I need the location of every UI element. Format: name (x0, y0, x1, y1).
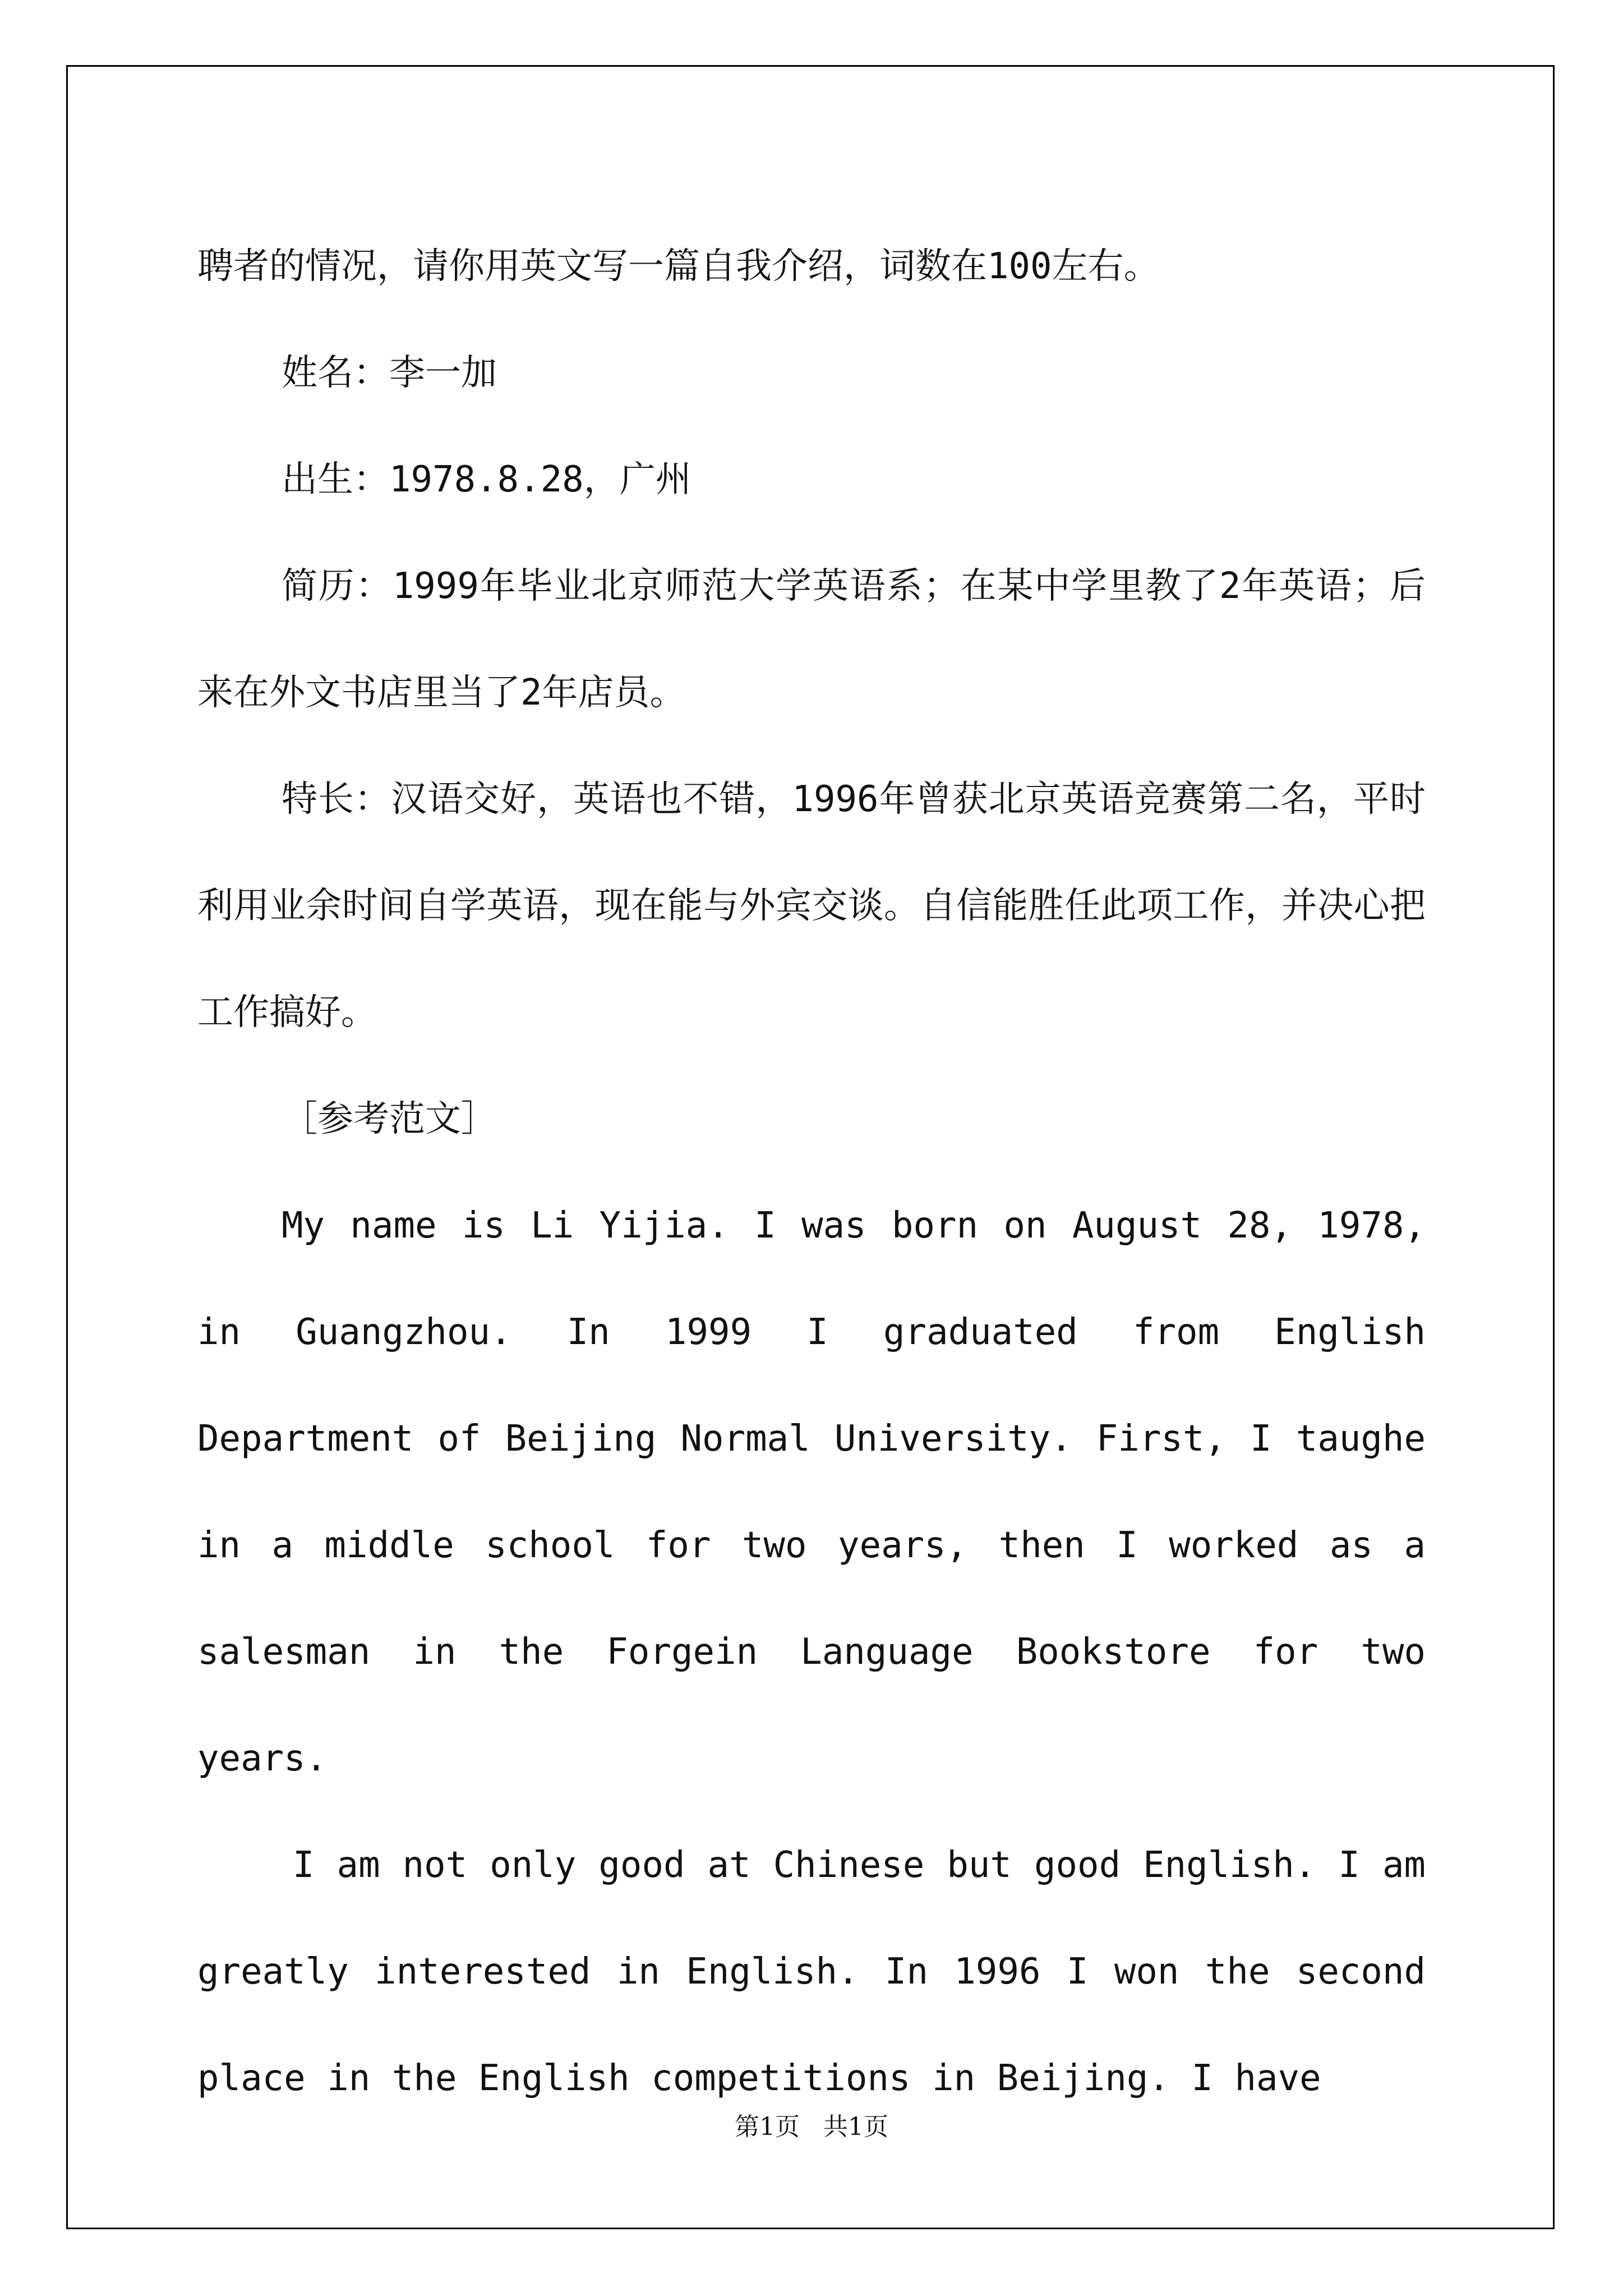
strengths-paragraph: 特长：汉语交好，英语也不错，1996年曾获北京英语竞赛第二名，平时利用业余时间自学英语，现在能与外宾交谈。自信能胜任此项工作，并决心把工作搞好。 (197, 779, 1426, 1033)
intro-continuation: 聘者的情况，请你用英文写一篇自我介绍，词数在100左右。 (197, 246, 1160, 287)
document-body (197, 213, 1426, 2132)
birth-line: 出生：1978.8.28，广州 (282, 459, 691, 500)
page-footer: 第1页 共1页 (735, 2113, 888, 2141)
name-line: 姓名：李一加 (282, 352, 497, 394)
sample-essay-paragraph-1: My name is Li Yijia. I was born on August 28, 1978, in Guangzhou. In 1999 I graduated from English Department of Beijing Normal University. First, I taughe in a middle school for two years, then I worked as a salesman in the Forgein Language Bookstore for two years. (197, 1205, 1426, 1779)
sample-essay-paragraph-2: I am not only good at Chinese but good English. I am greatly interested in English. In 1996 I won the second place in the English competitions in Beijing. I have (197, 1844, 1426, 2099)
reference-heading: ［参考范文］ (282, 1098, 497, 1140)
resume-paragraph: 简历：1999年毕业北京师范大学英语系；在某中学里教了2年英语；后来在外文书店里当了2年店员。 (197, 565, 1426, 714)
